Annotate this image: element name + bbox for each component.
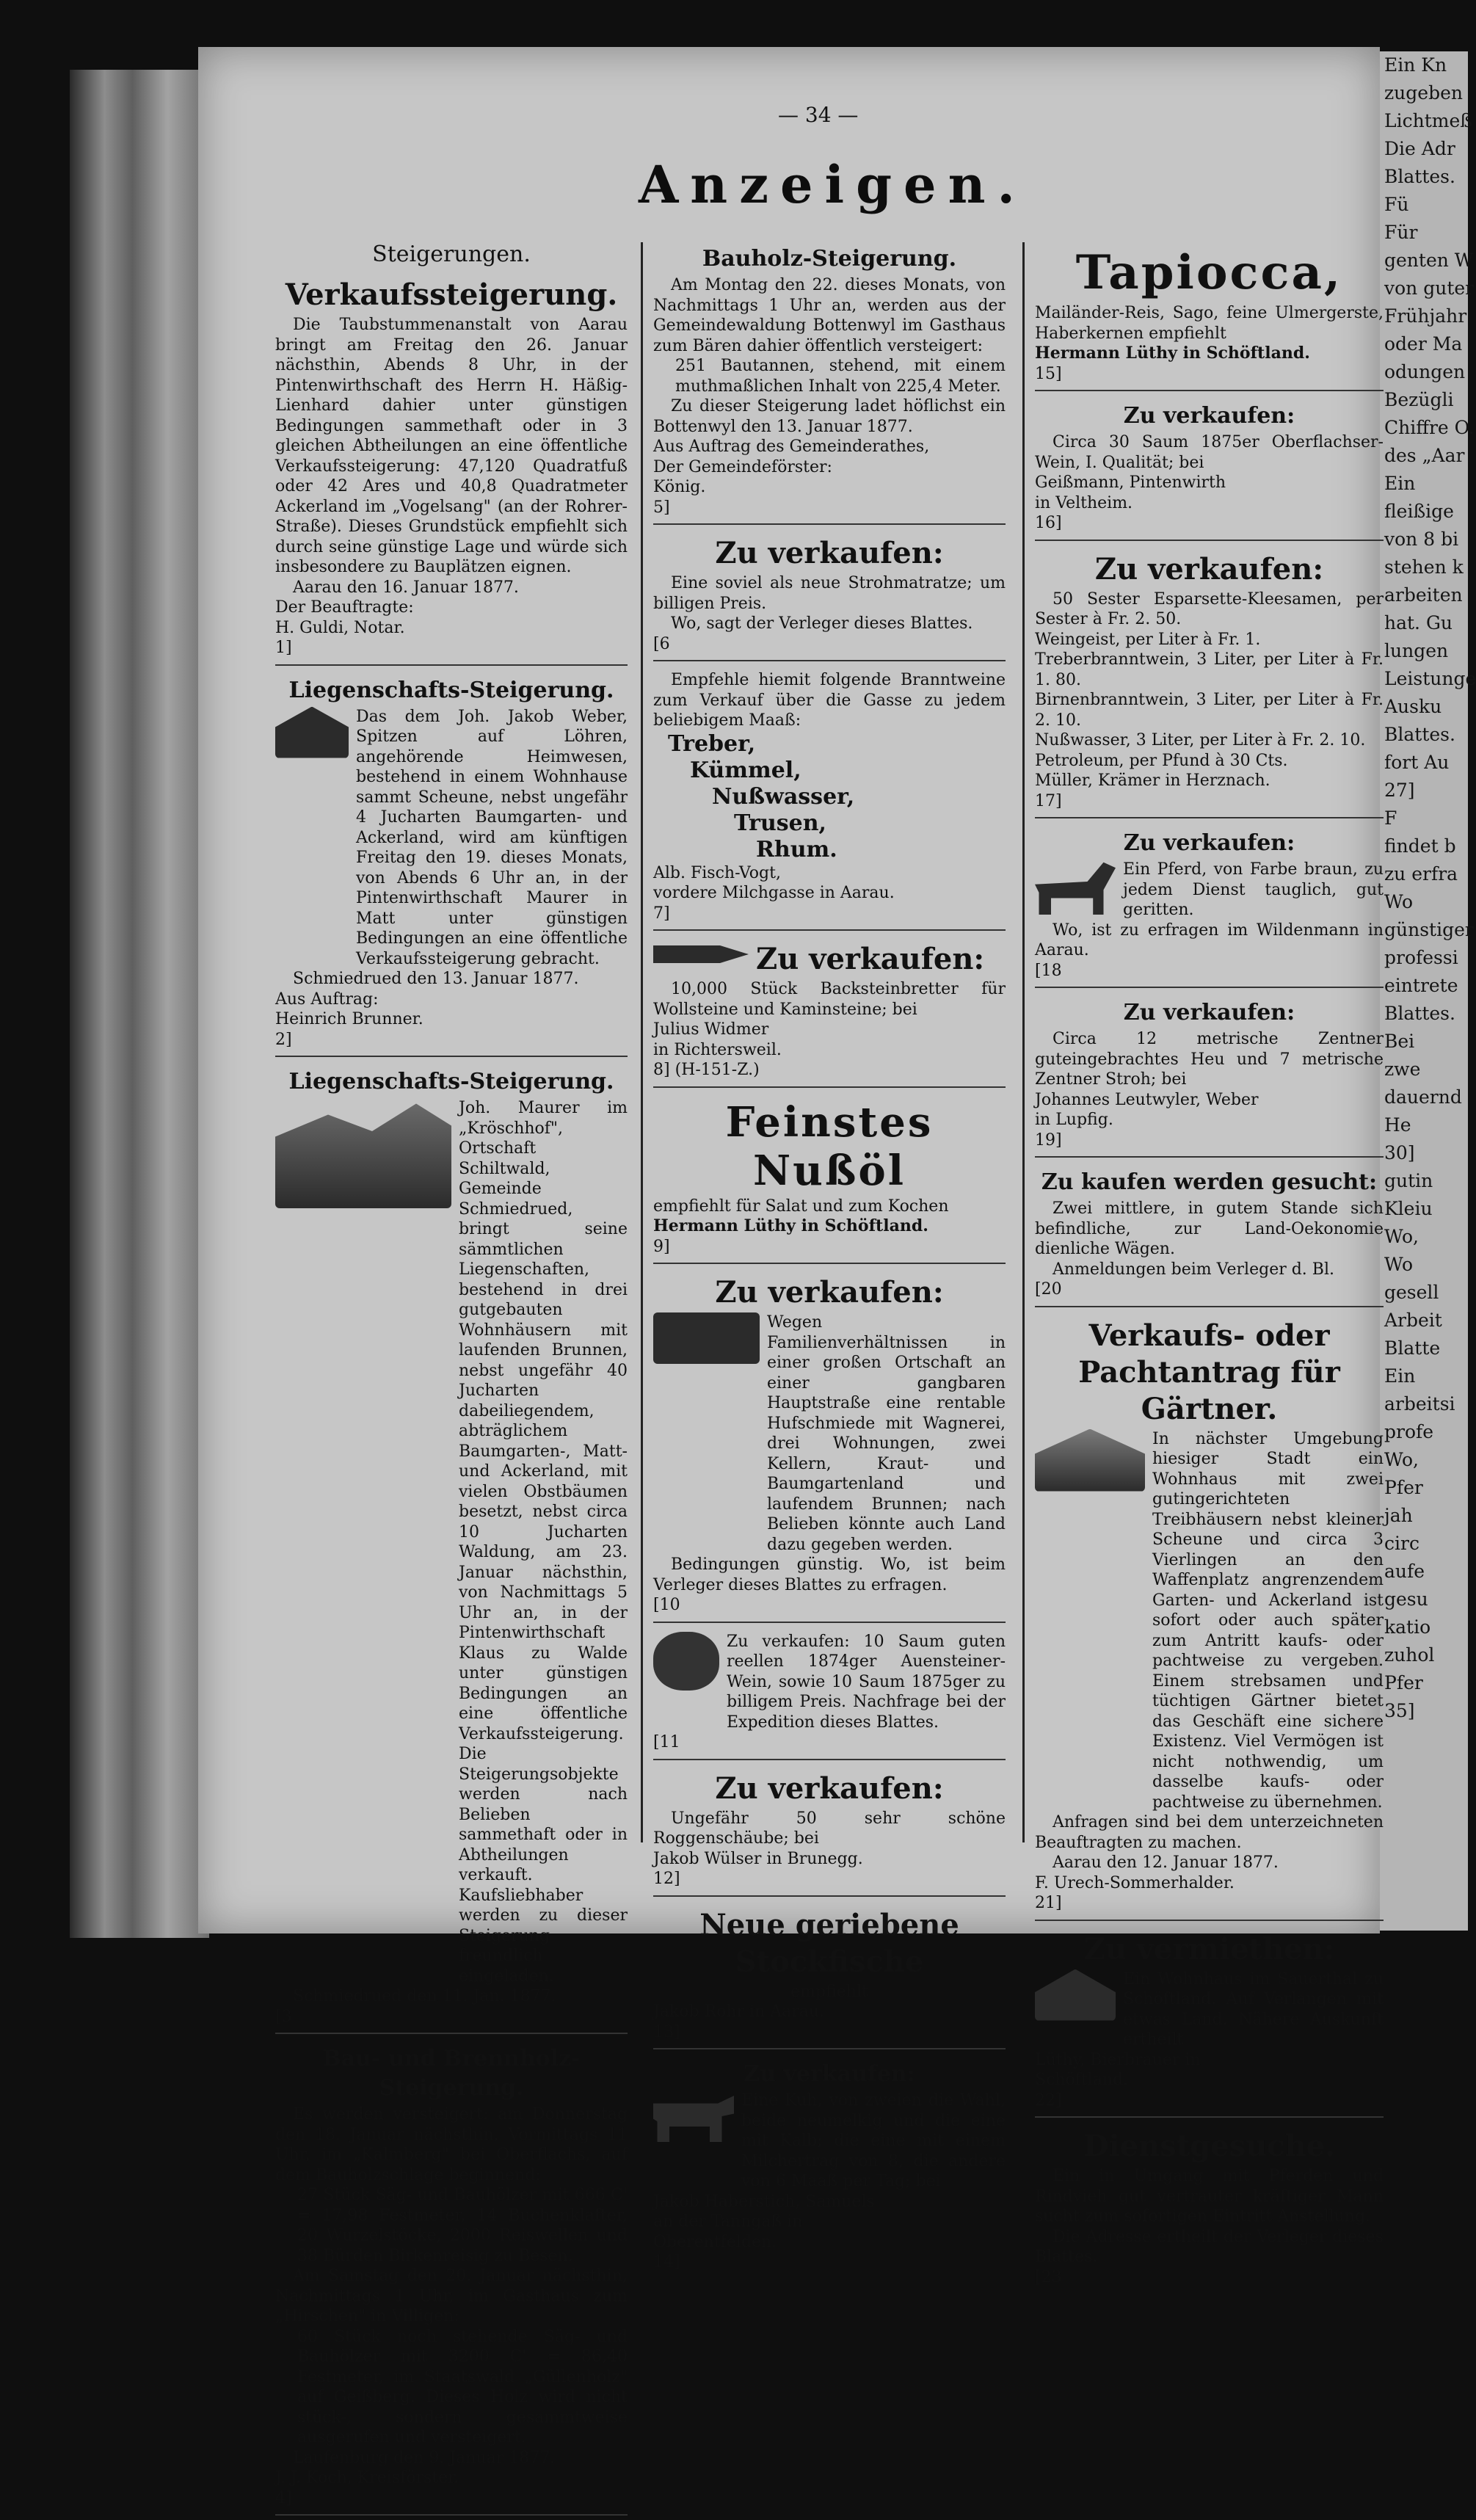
section-heading: Steigerungen.: [372, 242, 531, 267]
ad-text: Zwei mittlere, in gutem Stande sich befindliche, zur Land-Oekonomie dienliche Wägen.: [1035, 1199, 1384, 1258]
ad-signature: vordere Milchgasse in Aarau.: [653, 884, 895, 902]
adjacent-page-line: des „Aar: [1384, 445, 1465, 466]
ad-signature: Müller, Krämer in Herznach.: [1035, 771, 1270, 790]
pointing-hand-icon: [653, 940, 749, 969]
ad-text: Wegen Familienverhältnissen in einer großen Ortschaft an einer gangbaren Hauptstraße eine rentable Hufschmiede mit Wagnerei, drei Wohnungen, zwei Kellern, Kraut- und Baumgartenland und laufendem Brunnen; nach Belieben könnte auch Land dazu gegeben werden.: [767, 1313, 1006, 1554]
adjacent-page-line: profe: [1384, 1421, 1434, 1442]
ad-title: Zu verkaufen:: [1123, 830, 1295, 856]
adjacent-page-line: Wo: [1384, 1254, 1414, 1275]
ad-text: Empfehle hiemit folgende Branntweine zum Verkauf über die Gasse zu jedem beliebigem Maaß:: [653, 671, 1006, 730]
adjacent-page-line: odungen: [1384, 361, 1466, 382]
ad-signature: Schöftland.: [1035, 2071, 1129, 2089]
ad-title: Tapiocca,: [1075, 245, 1343, 300]
ad-title: Zu kaufen werden gesucht:: [1041, 1169, 1378, 1195]
adjacent-page-line: Ein: [1384, 473, 1416, 494]
ad-signature: Der Beauftragte:: [275, 598, 414, 617]
spirit-item: Rhum.: [756, 836, 837, 863]
ad-date: Schmiedrued den 11. Jan. 1877.: [293, 1987, 556, 2005]
ad-1: [275, 271, 628, 666]
adjacent-page-line: gesell: [1384, 1282, 1439, 1303]
adjacent-page-line: He: [1384, 1114, 1411, 1136]
adjacent-page-line: fort Au: [1384, 752, 1450, 773]
adjacent-page-line: zuhol: [1384, 1644, 1435, 1666]
adjacent-page-line: Die Adr: [1384, 138, 1455, 159]
price-line: Nußwasser, 3 Liter, per Liter à Fr. 2. 10.: [1035, 731, 1366, 749]
ad-number: 1]: [275, 639, 292, 657]
ad-date: Laufenburg den 9. Januar 1877.: [293, 2448, 556, 2467]
ad-10: [653, 1268, 1006, 1623]
adjacent-page-line: Ausku: [1384, 696, 1442, 717]
adjacent-page-line: Pfer: [1384, 1477, 1423, 1498]
ad-2: [275, 670, 628, 1058]
adjacent-page-line: zugeben: [1384, 82, 1463, 104]
ad-text: Anfragen sind bei dem unterzeichneten Beauftragten zu machen.: [1035, 1813, 1384, 1852]
ad-signature: Oberentfelden.: [653, 2232, 777, 2251]
ad-signature: Johannes Leutwyler, Weber: [1035, 1090, 1259, 1109]
ad-signature: Hermann Lüthy in Schöftland.: [1035, 344, 1310, 363]
ad-title: Zu verkaufen:: [715, 1275, 944, 1310]
ad-text: empfiehlt für Salat und zum Kochen: [653, 1197, 949, 1216]
page-heading: Anzeigen.: [639, 154, 1027, 215]
ad-text: Mailänder-Reis, Sago, feine Ulmergerste, Haberkernen empfiehlt: [1035, 304, 1384, 343]
column-1: [275, 239, 628, 2520]
ad-text: Bedingungen günstig. Wo, ist beim Verleger dieses Blattes zu erfragen.: [653, 1555, 1006, 1594]
ad-text: Eine Kuh, von zweien die Wahl, beide neumelkig und die eine mit Kalb; die eine mit einem Milchertrag von 8, die andere von 6 Maaß per Tag; bei: [741, 2091, 1006, 2190]
adjacent-page-line: findet b: [1384, 835, 1456, 857]
ad-14: [653, 2054, 1006, 2278]
ad-text: Die Taubstummenanstalt von Aarau bringt am Freitag den 26. Januar nächsthin, Abends 8 Uhr, in der Pintenwirthschaft des Herrn H. Häßig-Lienhard dahier unter günstigen Bedingungen sammethaft oder in 3 gleichen Abtheilungen an eine öffentliche Verkaufssteigerung: 47,120 Quadratfuß oder 42 Ares und 40,8 Quadratmeter Ackerland im „Vogelsang" (an der Rohrer-Straße). Dieses Grundstück empfiehlt sich durch seine günstige Lage und würde sich insbesondere zu Bauplätzen eignen.: [275, 316, 628, 576]
ad-number: [10: [653, 1596, 680, 1614]
ad-text: Ein Pferd, von Farbe braun, zu jedem Dienst tauglich, gut geritten.: [1123, 860, 1384, 919]
adjacent-page-line: arbeitsi: [1384, 1393, 1455, 1415]
ad-signature: Hermann Lüthy in Schöftland.: [653, 1216, 928, 1235]
ad-signature: Lüthy, Bierbrauer in: [1035, 2050, 1201, 2069]
farmstead-icon: [275, 1098, 451, 1208]
ad-signature: Aus Auftrag:: [275, 990, 379, 1009]
ad-text: Ungefähr 50 sehr schöne Roggenschäube; bei: [653, 1809, 1006, 1848]
adjacent-page-line: Blatte: [1384, 1337, 1441, 1359]
ad-text: Das dem Joh. Jakob Weber, Spitzen auf Löhren, angehörende Heimwesen, bestehend in einem Wohnhause sammt Scheune, nebst ungefähr 4 Jucharten Baumgarten- und Ackerland, wird am künftigen Freitag den 19. dieses Monats, von Abends 6 Uhr an, in der Pintenwirthschaft Maurer in Matt unter günstigen Bedingungen an eine öffentliche Verkaufssteigerung gebracht.: [356, 707, 628, 968]
ad-number: [11: [653, 1733, 680, 1751]
ad-number: 2]: [275, 1030, 292, 1049]
ad-4: [275, 2038, 628, 2516]
ad-title: Liegenschafts-Steigerung.: [288, 1069, 614, 1094]
adjacent-page-line: dauernd: [1384, 1086, 1462, 1108]
adjacent-page-line: Blattes.: [1384, 724, 1455, 745]
ad-19: [1035, 992, 1384, 1158]
ad-signature: Heinrich Brunner.: [275, 1010, 423, 1028]
ad-signature: in Veltheim.: [1035, 493, 1133, 512]
ad-text: In nächster Umgebung hiesiger Stadt ein Wohnhaus mit zwei gutingerichteten Treibhäusern nebst kleiner Scheune und circa 3 Vierlingen an den Waffenplatz angrenzendem Garten- und Ackerland ist sofort oder auch später zum Antritt kaufs- oder pachtweise zu vergeben. Einem strebsamen und tüchtigen Gärtner bietet das Geschäft eine sichere Existenz. Viel Vermögen ist nicht nothwendig, um dasselbe kaufs- oder pachtweise zu übernehmen.: [1152, 1429, 1384, 1812]
ad-number: 22]: [1035, 2091, 1062, 2110]
ad-number: 16]: [1035, 514, 1062, 532]
adjacent-page-line: genten W: [1384, 250, 1474, 271]
ad-title: Bau- und Brennholz-Steigerung.: [322, 2046, 581, 2101]
ad-text: 251 Bautannen, stehend, mit einem muthmaßlichen Inhalt von 225,4 Meter.: [675, 357, 1006, 396]
ad-17: [1035, 545, 1384, 819]
adjacent-page-line: eintrete: [1384, 975, 1458, 996]
ad-text: Die Adresse ertheilt der Verleger dieses Blattes.: [1035, 2227, 1384, 2266]
ad-signature: in Richtersweil.: [653, 1040, 782, 1059]
ad-date: Schmiedrued den 13. Januar 1877.: [293, 970, 579, 988]
adjacent-page-line: Frühjahr: [1384, 305, 1467, 327]
adjacent-page-line: aufe: [1384, 1561, 1425, 1582]
ad-15: [1035, 239, 1384, 391]
house-icon: [275, 707, 349, 758]
price-line: Treberbranntwein, 3 Liter, per Liter à Fr. 1. 80.: [1035, 650, 1384, 689]
adjacent-page-line: gutin: [1384, 1170, 1433, 1191]
adjacent-page-line: gesu: [1384, 1588, 1428, 1610]
adjacent-page-line: 30]: [1384, 1142, 1415, 1163]
ad-number: 9]: [653, 1237, 670, 1256]
ad-text: 60 Stück noch stehende Säg- und Bauhölzer mit 3200 C' = 86,40 Festmeter, im Staatswald „Güllenholz" auf Geißberg. Dieses Holz wird nicht stück-, sondern gesammtweise ausgerufen und versteigert.: [297, 2327, 628, 2447]
cow-icon: [653, 2091, 734, 2142]
ad-signature: in Lupfig.: [1035, 1111, 1113, 1129]
ad-5: [653, 239, 1006, 525]
ad-title: Liegenschafts-Steigerung.: [288, 677, 614, 703]
price-line: Birnenbranntwein, 3 Liter, per Liter à Fr. 2. 10.: [1035, 691, 1384, 730]
ad-text: Circa 12 metrische Zentner guteingebrachtes Heu und 7 metrische Zentner Stroh; bei: [1035, 1030, 1384, 1089]
ad-signature: J. J. Koch, Kreisförster.: [275, 2469, 459, 2487]
ad-text: Wo, sagt der Verleger dieses Blattes.: [671, 614, 973, 633]
ad-signature: Jakob Rohr in Aarau.: [653, 2002, 825, 2021]
adjacent-page-line: Blattes.: [1384, 1003, 1455, 1024]
adjacent-page-line: arbeiten: [1384, 584, 1463, 606]
spirit-item: Trusen,: [734, 810, 826, 836]
ad-20: [1035, 1162, 1384, 1307]
adjacent-page-line: hat. Gu: [1384, 612, 1453, 633]
ad-6: [653, 529, 1006, 661]
ad-text: Ein Wohnhaus im Sauerthal zu Schöftland. Auf Verlangen mit etwas Land. Nähere Auskunft ertheilt: [1123, 1969, 1384, 2049]
price-line: Weingeist, per Liter à Fr. 1.: [1035, 630, 1261, 649]
adjacent-page-line: zwe: [1384, 1059, 1421, 1080]
adjacent-page-line: Ein Kn: [1384, 54, 1447, 76]
adjacent-page-line: Bei: [1384, 1031, 1415, 1052]
ad-number: 21]: [1035, 1894, 1062, 1912]
ad-13: [653, 1901, 1006, 2050]
ad-text: Am Montag den 22. dieses Monats, von Nachmittags 1 Uhr an, werden aus der Gemeindewaldung Bottenwyl im Gasthaus zum Bären dahier öffentlich versteigert:: [653, 276, 1006, 355]
horse-icon: [1035, 860, 1116, 915]
ad-signature: König.: [653, 478, 706, 496]
adjacent-page-line: Ein: [1384, 1365, 1416, 1387]
column-rule: [641, 242, 643, 1842]
ad-number: 17]: [1035, 791, 1062, 810]
adjacent-page-line: Bezügli: [1384, 389, 1454, 410]
ad-text: Circa 30 Saum 1875er Oberflachser-Wein, I. Qualität; bei: [1035, 433, 1384, 472]
price-line: 50 Sester Esparsette-Kleesamen, per Sester à Fr. 2. 50.: [1035, 589, 1384, 628]
adjacent-page-line: Arbeit: [1384, 1310, 1442, 1331]
ad-title: Neue geriebene Stockfische: [699, 1907, 959, 1979]
adjacent-page-line: Blattes.: [1384, 166, 1455, 187]
adjacent-page-line: Wo: [1384, 891, 1414, 912]
ad-9: [653, 1092, 1006, 1265]
ad-signature: Julius Widmer: [653, 1020, 769, 1039]
adjacent-page-line: von guter: [1384, 277, 1475, 299]
ad-signature: Der Gemeindeförster:: [653, 457, 832, 476]
ad-text: Anmeldungen beim Verleger d. Bl.: [1053, 1260, 1334, 1279]
adjacent-page-line: Für: [1384, 222, 1418, 243]
adjacent-page-line: 35]: [1384, 1700, 1415, 1721]
ad-text: Ein in Umgang mit Pferden und Rindvieh gut vertrauter kräftiger Mann sucht zum sofortigen Eintritt Anstellung.: [1035, 2167, 1384, 2226]
ad-title: Zu verkaufen:: [715, 536, 944, 570]
column-2: [653, 239, 1006, 2283]
adjacent-page-line: F: [1384, 807, 1397, 829]
ad-text: Es werden versteigert: am Donnerstag den 18. Januar nächsthin, Vormittags 11 Uhr, im „Kalmberg" bei Oberflachs, auf dem Bauholzschlage beginnend:: [275, 2105, 628, 2185]
ad-number: [3: [275, 2007, 292, 2026]
ad-text: Wo, ist zu erfragen im Wildenmann in Aarau.: [1035, 921, 1384, 959]
ad-title: Zu verkaufen:: [715, 1771, 944, 1806]
villa-icon: [1035, 1429, 1145, 1492]
adjacent-page-line: circ: [1384, 1533, 1419, 1554]
ad-number: 13]: [653, 2022, 680, 2041]
ad-21: [1035, 1312, 1384, 1921]
ad-text: 10,000 Stück Backsteinbretter für Wollsteine und Kaminsteine; bei: [653, 980, 1006, 1019]
adjacent-page-line: Wo,: [1384, 1449, 1419, 1470]
ad-signature: Jakob Wülser in Brunegg.: [653, 1849, 863, 1868]
ad-number: [20: [1035, 1280, 1062, 1299]
ad-text: Zu dieser Steigerung ladet höflichst ein Bottenwyl den 13. Januar 1877.: [653, 397, 1006, 436]
adjacent-page-line: günstiger: [1384, 919, 1474, 940]
ad-signature: Aus Auftrag des Gemeinderathes,: [653, 437, 930, 456]
ad-title: Zu verkaufen:: [1123, 403, 1295, 429]
ad-18: [1035, 823, 1384, 988]
adjacent-page-line: 27]: [1384, 780, 1415, 801]
adjacent-page-line: Chiffre O.: [1384, 417, 1475, 438]
adjacent-page-line: Pfer: [1384, 1672, 1423, 1693]
ad-signature: H. Guldi, Notar.: [275, 618, 405, 637]
adjacent-page-fragment: [1380, 51, 1476, 1931]
ad-title: Bauholz-Steigerung.: [702, 246, 957, 272]
ad-11: [653, 1627, 1006, 1760]
ad-text: Joh. Maurer im „Kröschhof", Ortschaft Schiltwald, Gemeinde Schmiedrued, bringt seine sämmtlichen Liegenschaften, bestehend in drei gutgebauten Wohnhäusern mit laufenden Brunnen, nebst ungefähr 40 Jucharten dabeiliegendem, abträglichem Baumgarten-, Matt- und Ackerland, mit vielen Obstbäumen besetzt, nebst circa 10 Jucharten Waldung, am 23. Januar nächsthin, von Nachmittags 5 Uhr an, in der Pintenwirthschaft Klaus zu Walde unter günstigen Bedingungen an eine öffentliche Verkaufssteigerung. Die Steigerungsobjekte werden nach Belieben sammethaft oder in Abtheilungen verkauft. Kaufsliebhaber werden zu dieser Steigerung freundlich eingeladen.: [459, 1099, 628, 1986]
adjacent-page-line: katio: [1384, 1616, 1431, 1638]
ad-title: Zu verkaufen:: [1123, 1000, 1295, 1025]
ad-signature: Jakob Haberstich, Samuels: [653, 2192, 875, 2211]
ad-7: [653, 666, 1006, 931]
price-line: Petroleum, per Pfund à 30 Cts.: [1035, 751, 1288, 770]
book-edge: [70, 70, 209, 1938]
ad-text: 27 Stück Säg- und Bauhölzer mit 666 C' = 17,98 Festmeter, 14 Buchenklafter, 20 Wurzelstöcke, 2000 Reiswellen und 38 Bürden Birkenreisig zu Besen.: [297, 2186, 628, 2265]
adjacent-page-line: lungen: [1384, 640, 1449, 661]
ad-number: 19]: [1035, 1130, 1062, 1150]
ad-22: [1035, 1925, 1384, 2118]
ad-number: 14]: [653, 2253, 680, 2271]
ad-date: Aarau den 12. Januar 1877.: [1053, 1853, 1279, 1872]
adjacent-page-line: zu erfra: [1384, 863, 1458, 885]
ad-signature: Alb. Fisch-Vogt,: [653, 863, 781, 882]
spirit-item: Nußwasser,: [712, 783, 855, 810]
ad-text: empfiehlt: [790, 1982, 868, 2001]
ad-12: [653, 1765, 1006, 1897]
ad-title: Feinstes Nußöl: [725, 1097, 934, 1195]
ad-number: 12]: [653, 1870, 680, 1888]
building-icon: [653, 1312, 760, 1364]
adjacent-page-line: Leistunge: [1384, 668, 1476, 689]
adjacent-page-line: Fü: [1384, 194, 1409, 215]
ad-3: [275, 1061, 628, 2034]
ad-signature: an der Tanngaß in: [653, 2212, 803, 2231]
ad-number: [18: [1035, 961, 1062, 980]
adjacent-page-line: fleißige: [1384, 501, 1454, 522]
ad-signature: F. Urech-Sommerhalder.: [1035, 1873, 1235, 1892]
ad-title: Zu verkaufen:: [756, 942, 985, 976]
ad-text: Eine soviel als neue Strohmatratze; um billigen Preis.: [653, 574, 1006, 613]
ad-signature: Geißmann, Pintenwirth: [1035, 473, 1226, 492]
ad-text: Am Samstag den 20. Januar nächsthin, Nachmittags 1 Uhr, im Gasthaus zum „Hirschen" in Villigen:: [275, 2267, 628, 2325]
ad-23: [1035, 2122, 1384, 2293]
ad-title: Verkaufs- oder Pachtantrag für Gärtner.: [1078, 1318, 1340, 1426]
ad-number: 4]: [275, 2488, 292, 2508]
ad-16: [1035, 396, 1384, 541]
ad-number: 5]: [653, 498, 670, 517]
ad-8: [653, 935, 1006, 1088]
adjacent-page-line: von 8 bi: [1384, 529, 1459, 550]
ad-number: 8] (H-151-Z.): [653, 1061, 760, 1079]
ad-title: Dienstgesuche.: [1083, 2129, 1336, 2163]
cottage-icon: [1035, 1969, 1116, 2021]
ad-title: Zu verkaufen:: [1094, 551, 1324, 587]
page-number: — 34 —: [778, 103, 859, 127]
ad-number: [23: [1035, 2267, 1062, 2287]
adjacent-page-line: professi: [1384, 947, 1458, 968]
ad-text: Zu verkaufen: 10 Saum guten reellen 1874ger Auensteiner-Wein, sowie 10 Saum 1875ger zu billigem Preis. Nachfrage bei der Expedition dieses Blattes.: [727, 1632, 1006, 1732]
spirit-item: Treber,: [668, 730, 756, 757]
adjacent-page-line: oder Ma: [1384, 333, 1463, 355]
ad-number: [6: [653, 634, 670, 653]
adjacent-page-line: Kleiu: [1384, 1198, 1433, 1219]
ad-number: 7]: [653, 904, 670, 923]
wine-cask-icon: [653, 1632, 719, 1691]
column-rule: [1022, 242, 1025, 1842]
ad-title: Verkaufssteigerung.: [285, 277, 618, 312]
ad-number: 15]: [1035, 364, 1062, 383]
ad-title: Zu vermiethen:: [1083, 1931, 1335, 1967]
column-3: [1035, 239, 1384, 2298]
ad-date: Aarau den 16. Januar 1877.: [293, 578, 519, 597]
adjacent-page-line: Lichtmeß: [1384, 110, 1472, 131]
ad-title: Zu verkaufen:: [744, 2061, 915, 2087]
adjacent-page-line: jah: [1384, 1505, 1413, 1526]
spirit-item: Kümmel,: [690, 757, 801, 783]
adjacent-page-line: stehen k: [1384, 556, 1464, 578]
adjacent-page-line: Wo,: [1384, 1226, 1419, 1247]
